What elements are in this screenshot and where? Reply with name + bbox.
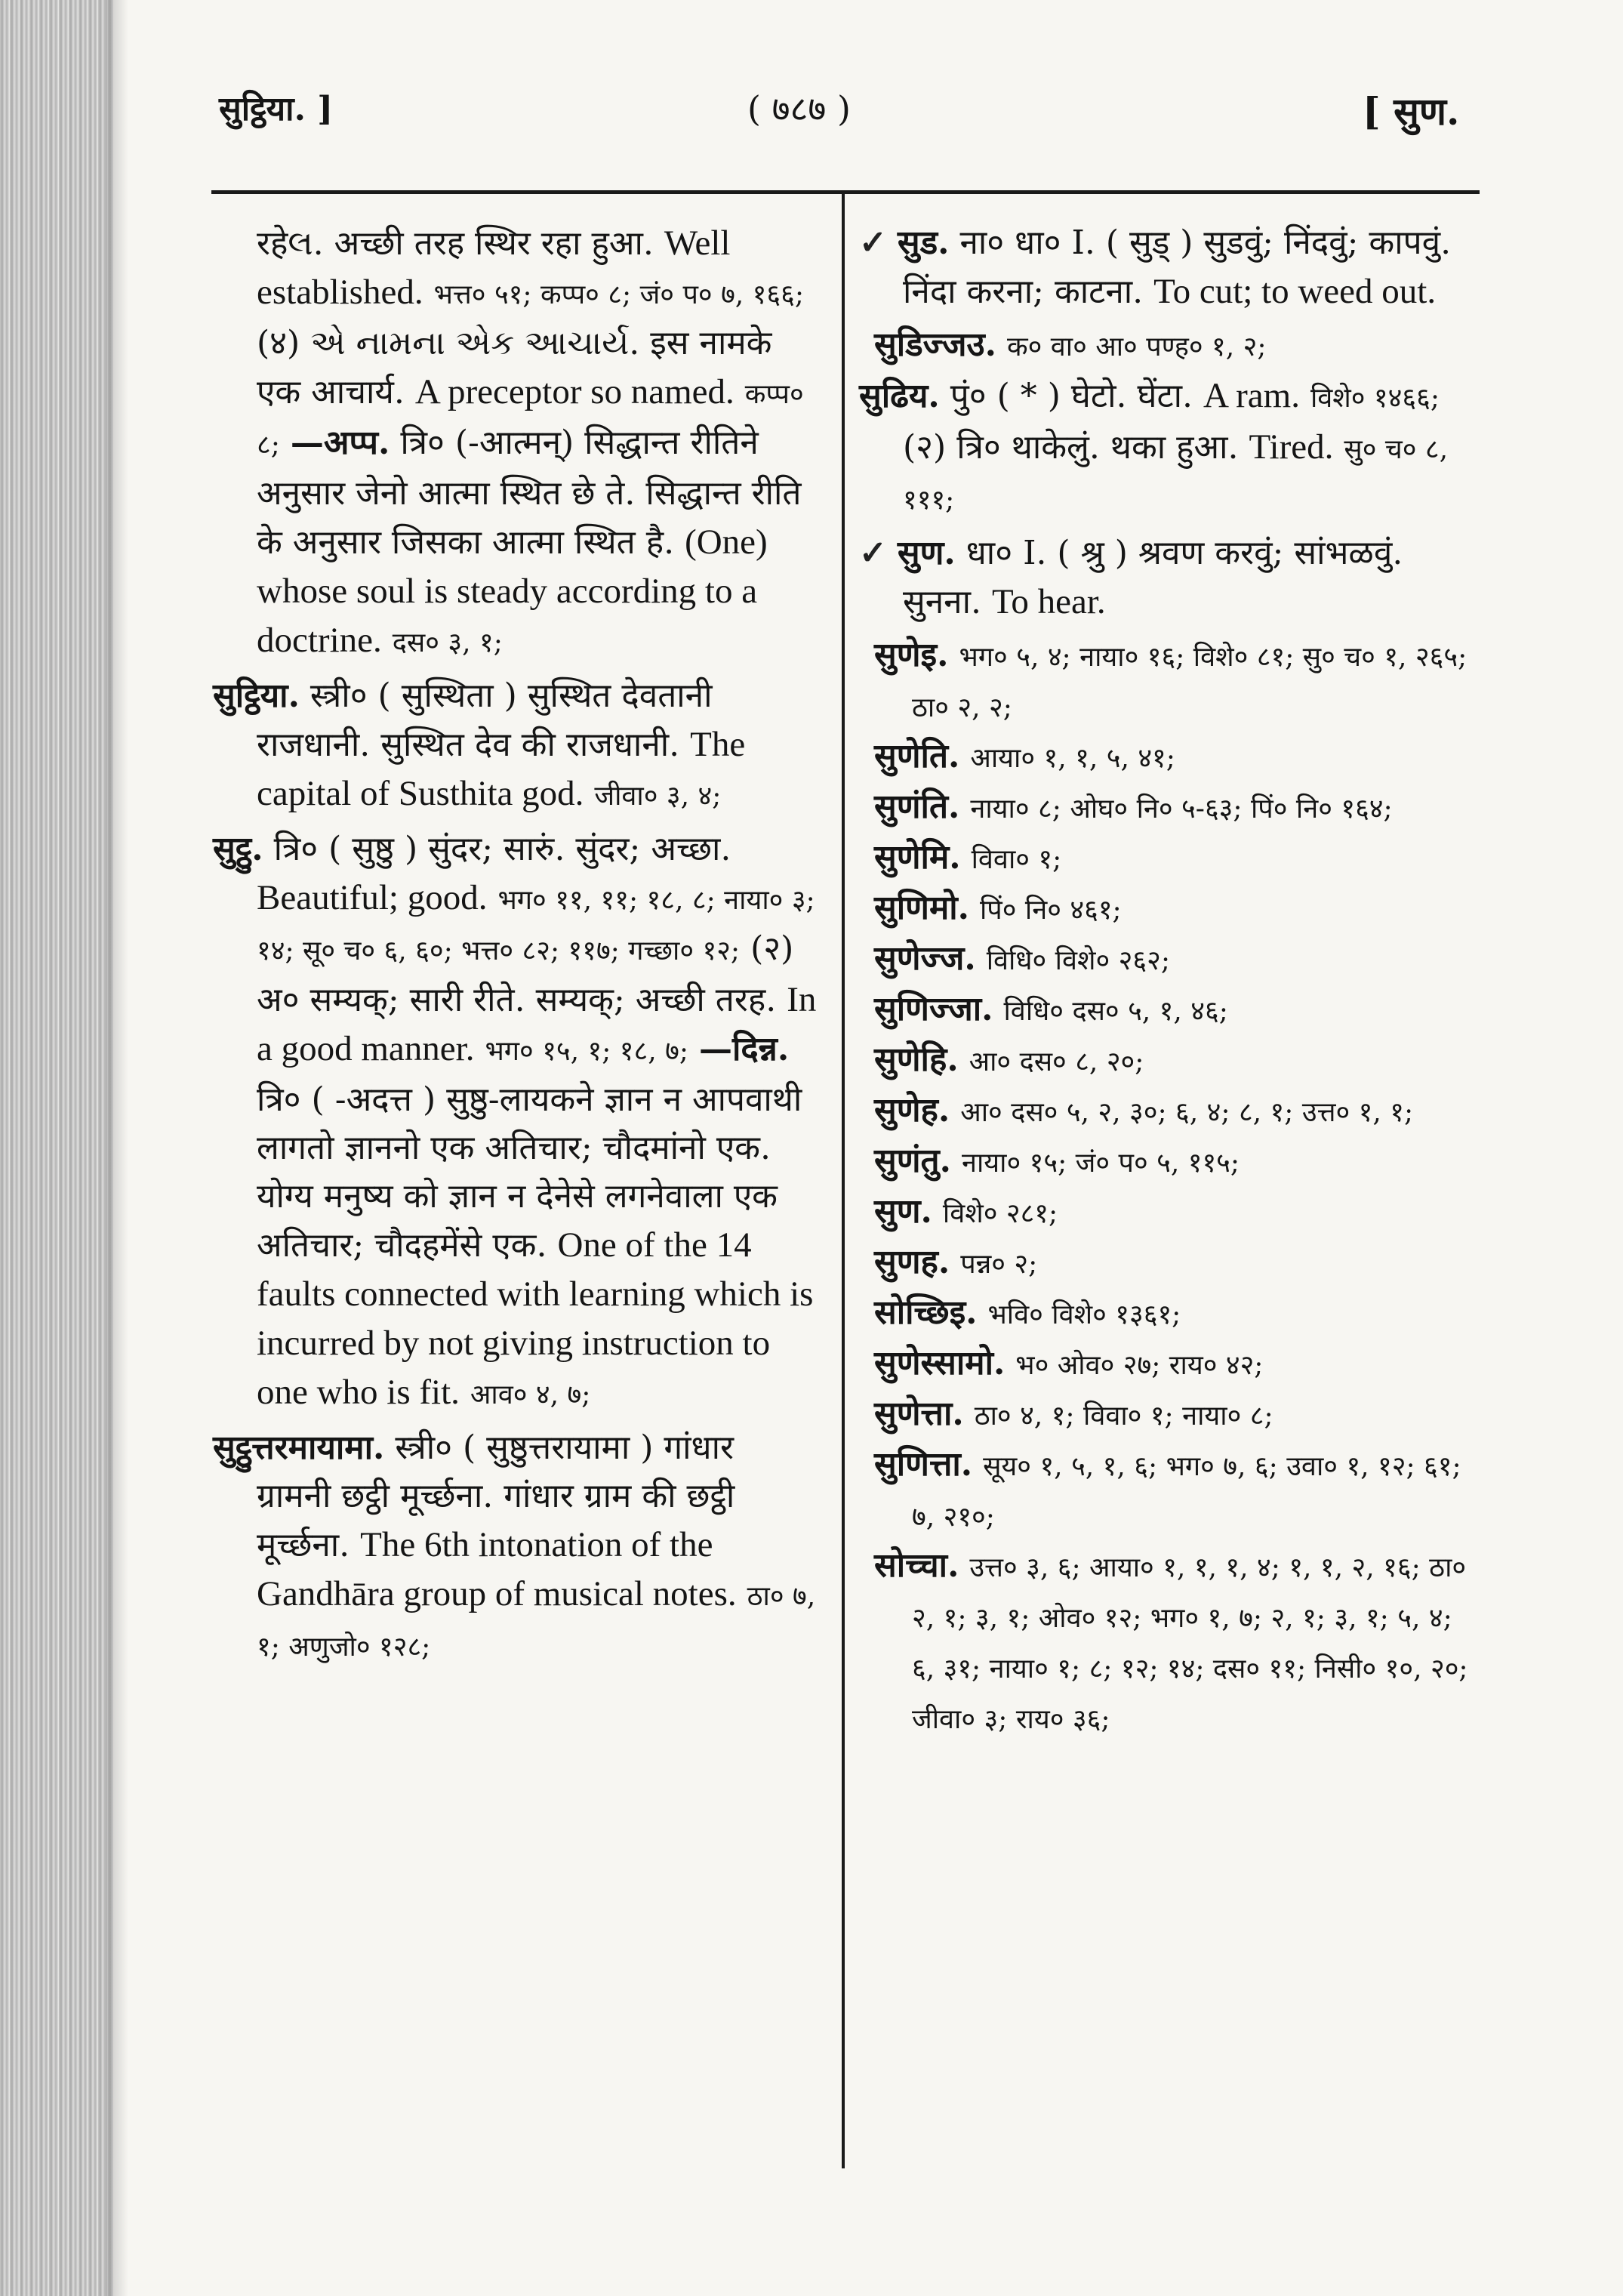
subform: सुडिज्जउ.: [874, 325, 996, 364]
checkmark-icon: ✓: [859, 223, 887, 262]
page-scan-shadow: [106, 0, 128, 2296]
subform-refs: उत्त० ३, ६; आया० १, १, १, ४; १, १, २, १६; ठा० २, १; ३, १; ओव० १२; भग० १, ७; २, १; ३, १; ५, ४; ६, ३१; नाया० १; ८; १२; १४; दस० ११; निसी० १०, २०; जीवा० ३; राय० ३६;: [912, 1552, 1468, 1735]
sub-gloss: त्रि० ( -अदत्त ) सुष्ठु-लायकने ज्ञान न आपवाथी लागतो ज्ञाननो एक अतिचार; चौदमांनो एक. योग्य मनुष्य को ज्ञान न देनेसे लगनेवाला एक अतिचार; चौदहमेंसे एक.: [257, 1080, 802, 1265]
subform-refs: विधि० दस० ५, १, ४६;: [1003, 996, 1228, 1027]
page-scan-edge: [0, 0, 113, 2296]
subform: सुणेह.: [874, 1091, 950, 1130]
subform: सुण.: [874, 1192, 932, 1231]
subform-row: [859, 321, 1478, 371]
subform: सुणित्ता.: [874, 1445, 973, 1484]
sub-english: One of the 14 faults connected with learning which is incurred by not giving instruction to one who is fit.: [257, 1225, 814, 1412]
entry-english: Well established.: [257, 223, 731, 312]
sub-gloss: त्रि० (-आत्मन्) सिद्धान्त रीतिने अनुसार जेनो आत्मा स्थित छे ते. सिद्धान्त रीति के अनुसार जिसका आत्मा स्थित है.: [257, 424, 802, 562]
subform-refs: क० वा० आ० पण्ह० १, २;: [1006, 331, 1267, 362]
subform: सुणेति.: [874, 737, 960, 775]
subform: सोच्चा.: [874, 1546, 959, 1585]
entry-english: To hear.: [991, 582, 1106, 621]
entry-refs: विशे० १४६६;: [1310, 383, 1440, 414]
page-number: ( ७८७ ): [747, 88, 851, 129]
subform-row: [859, 1339, 1478, 1390]
subform-row: [859, 1036, 1478, 1086]
entry-refs: भग० ११, ११; १८, ८; नाया० ३; १४; सू० च० ६, ६०; भत्त० ८२; ११७; गच्छा० १२;: [257, 885, 815, 966]
subform-refs: विशे० २८१;: [942, 1198, 1058, 1229]
subform: सुणंतु.: [874, 1142, 951, 1180]
subform-row: [859, 1086, 1478, 1137]
subform-row: [859, 1238, 1478, 1289]
dictionary-entry: [213, 1424, 817, 1672]
subform-refs: सूय० १, ५, १, ६; भग० ७, ६; उवा० १, १२; ६१; ७, २१०;: [912, 1451, 1461, 1533]
subform: सुणंति.: [874, 787, 960, 826]
subform-refs: नाया० १५; जं० प० ५, ११५;: [961, 1148, 1240, 1179]
entry-gloss-2: (२) त्रि० थाकेलुं. थका हुआ.: [903, 428, 1239, 467]
subform-row: [859, 1289, 1478, 1339]
entry-gloss: त्रि० ( सुष्ठु ) सुंदर; सारुं. सुंदर; अच्छा.: [273, 830, 731, 868]
subform-row: [859, 985, 1478, 1036]
entry-gloss: स्त्री० ( सुष्ठुत्तरायामा ) गांधार ग्रामनी छट्ठी मूर्च्छना. गांधार ग्राम की छट्ठी मूर्च्छना.: [257, 1428, 735, 1564]
subform-refs: पिं० नि० ४६१;: [979, 895, 1122, 926]
subform-refs: पन्न० २;: [960, 1249, 1038, 1280]
subform-row: [859, 1188, 1478, 1238]
subform-row: [859, 631, 1478, 732]
subform: सुणेइ.: [874, 636, 949, 674]
entry-gloss-2: (४) એ નામના એક આચાર્ય. इस नामके एक आचार्य.: [257, 324, 772, 411]
subform-refs: आया० १, १, ५, ४१;: [970, 743, 1175, 774]
subform-row: [859, 1390, 1478, 1441]
subform-refs: विधि० विशे० २६२;: [986, 945, 1170, 976]
subform-row: [859, 783, 1478, 834]
dictionary-entry: [859, 371, 1478, 525]
entry-english: The capital of Susthita god.: [257, 725, 746, 813]
subform: सुणिमो.: [874, 889, 969, 927]
sub-refs: दस० ३, १;: [392, 627, 503, 658]
entry-refs-2: कप्प० ८;: [257, 379, 804, 461]
entry-english: Beautiful; good.: [257, 878, 488, 917]
dictionary-entry: [213, 672, 817, 821]
subform-refs: भवि० विशे० १३६१;: [987, 1299, 1181, 1330]
left-column: [213, 219, 817, 1676]
sub-headword: —दिन्न.: [699, 1030, 790, 1068]
entry-gloss: धा० I. ( श्रु ) श्रवण करवुं; सांभळवुं. सुनना.: [903, 534, 1403, 621]
header-right-guideword: [ सुण.: [1363, 89, 1460, 134]
entry-refs: भत्त० ५१; कप्प० ८; जं० प० ७, १६६;: [433, 279, 804, 310]
subform-refs: विवा० १;: [971, 844, 1062, 875]
header-rule: [211, 190, 1480, 194]
entry-refs-2: भग० १५, १; १८, ७;: [485, 1036, 688, 1067]
entry-english: To cut; to weed out.: [1153, 272, 1437, 311]
entry-english-2: In a good manner.: [257, 980, 817, 1068]
header-left-guideword: सुट्ठिया. ]: [219, 90, 334, 128]
subform-row: [859, 732, 1478, 783]
entry-gloss-2: (२) अ० सम्यक्; सारी रीते. सम्यक्; अच्छी तरह.: [257, 929, 794, 1019]
entry-refs: जीवा० ३, ४;: [594, 781, 722, 812]
subform-refs: भ० ओव० २७; राय० ४२;: [1015, 1350, 1264, 1381]
dictionary-entry: [859, 219, 1478, 316]
subform: सुणह.: [874, 1243, 950, 1281]
entry-english-2: Tired.: [1249, 427, 1334, 467]
headword: सुण.: [897, 534, 956, 572]
sub-refs: आव० ४, ७;: [470, 1379, 591, 1410]
entry-refs: ठा० ७, १; अणुजो० १२८;: [257, 1581, 816, 1663]
subform-refs: आ० दस० ८, २०;: [969, 1046, 1144, 1077]
entry-gloss: स्त्री० ( सुस्थिता ) सुस्थित देवतानी राजधानी. सुस्थित देव की राजधानी.: [257, 676, 713, 764]
headword: सुड.: [897, 223, 950, 262]
subform: सुणिज्जा.: [874, 990, 993, 1028]
subform-refs: आ० दस० ५, २, ३०; ६, ४; ८, १; उत्त० १, १;: [960, 1097, 1414, 1128]
headword: सुट्ठु.: [213, 830, 263, 868]
subform-row: [859, 1542, 1478, 1744]
sub-headword: —अप्प.: [290, 424, 390, 462]
entry-gloss: ना० धा० I. ( सुड् ) सुडवुं; निंदवुं; कापवुं. निंदा करना; काटना.: [903, 223, 1452, 311]
subform-refs: ठा० ४, १; विवा० १; नाया० ८;: [974, 1401, 1273, 1432]
entry-refs-2: सु० च० ८, १११;: [903, 434, 1449, 516]
subform-row: [859, 834, 1478, 884]
subform: सोच्छिइ.: [874, 1293, 978, 1332]
headword: सुढिय.: [859, 377, 940, 415]
subform-row: [859, 1441, 1478, 1542]
column-divider: [842, 190, 845, 2168]
headword: सुट्ठुत्तरमायामा.: [213, 1428, 385, 1467]
entry-english: A ram.: [1203, 376, 1300, 415]
subform-row: [859, 884, 1478, 935]
entry-gloss: पुं० ( * ) घेटो. घेंटा.: [950, 377, 1193, 415]
subform-row: [859, 935, 1478, 985]
entry-gloss: रहेલ. अच्छी तरह स्थिर रहा हुआ.: [257, 224, 654, 263]
subform: सुणेज्ज.: [874, 939, 976, 978]
dictionary-entry: [859, 529, 1478, 627]
dictionary-entry: [213, 825, 817, 1419]
subform: सुणेमि.: [874, 838, 961, 877]
entry-english-2: A preceptor so named.: [414, 372, 735, 411]
sub-english: (One) whose soul is steady according to a doctrine.: [257, 522, 768, 660]
right-column: [859, 219, 1478, 1744]
entry-english: The 6th intonation of the Gandhāra group of musical notes.: [257, 1525, 737, 1613]
subform: सुणेत्ता.: [874, 1395, 964, 1433]
subform-row: [859, 1137, 1478, 1188]
checkmark-icon: ✓: [859, 534, 887, 572]
subform: सुणेहि.: [874, 1040, 959, 1079]
subform: सुणेस्सामो.: [874, 1344, 1006, 1382]
continued-entry: [213, 219, 817, 667]
subform-refs: नाया० ८; ओघ० नि० ५-६३; पिं० नि० १६४;: [970, 794, 1393, 824]
headword: सुट्ठिया.: [213, 676, 300, 715]
subform-refs: भग० ५, ४; नाया० १६; विशे० ८१; सु० च० १, २६५; ठा० २, २;: [912, 642, 1467, 723]
